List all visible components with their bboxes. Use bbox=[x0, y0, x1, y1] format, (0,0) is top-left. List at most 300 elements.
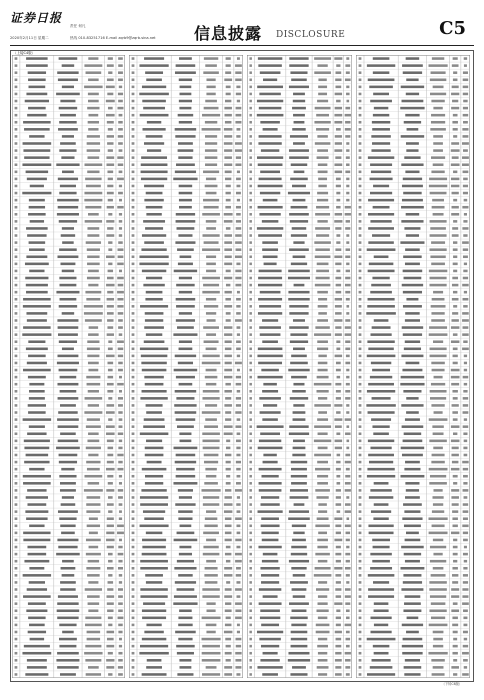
table-cell-text bbox=[15, 171, 18, 174]
table-cell-text bbox=[258, 284, 282, 287]
table-cell-text bbox=[225, 71, 231, 74]
table-cell-text bbox=[106, 539, 115, 542]
table-cell-text bbox=[28, 404, 46, 407]
table-cell-text bbox=[107, 602, 114, 605]
table-cell-text bbox=[225, 624, 232, 627]
table-cell-text bbox=[15, 645, 18, 648]
table-cell-text bbox=[118, 142, 123, 145]
table-cell-text bbox=[359, 404, 362, 407]
table-cell-text bbox=[15, 128, 18, 131]
table-cell-text bbox=[144, 326, 164, 329]
table-cell-text bbox=[453, 305, 457, 308]
table-cell-text bbox=[346, 248, 351, 251]
table-cell-text bbox=[132, 517, 135, 520]
table-cell-text bbox=[370, 376, 392, 379]
table-cell-text bbox=[292, 454, 305, 457]
table-cell-text bbox=[429, 185, 447, 188]
table-cell-text bbox=[293, 440, 305, 443]
table-cell-text bbox=[345, 206, 351, 209]
table-cell-text bbox=[453, 631, 458, 634]
table-cell-text bbox=[202, 128, 221, 131]
table-cell-text bbox=[132, 624, 135, 627]
table-cell-text bbox=[451, 185, 459, 188]
table-cell-text bbox=[179, 100, 192, 103]
table-cell-text bbox=[373, 185, 389, 188]
table-cell-text bbox=[224, 305, 232, 308]
table-cell-text bbox=[249, 539, 251, 542]
table-cell-text bbox=[359, 517, 362, 520]
table-cell-text bbox=[87, 383, 101, 386]
table-cell-text bbox=[225, 298, 231, 301]
table-cell-text bbox=[453, 645, 458, 648]
contact-line: 热线 010-83251716 E-mail zqrb9@zqrb.sina.net bbox=[70, 36, 156, 40]
table-cell-text bbox=[335, 673, 342, 676]
table-cell-text bbox=[206, 263, 216, 266]
table-cell-text bbox=[315, 553, 330, 556]
table-cell-text bbox=[26, 348, 48, 351]
table-cell-text bbox=[429, 326, 447, 329]
table-cell-text bbox=[406, 142, 419, 145]
table-cell-text bbox=[318, 532, 327, 535]
table-cell-text bbox=[367, 248, 396, 251]
table-cell-text bbox=[117, 305, 123, 308]
table-cell-text bbox=[462, 652, 469, 655]
table-cell-text bbox=[15, 206, 18, 209]
table-cell-text bbox=[453, 659, 457, 662]
table-cell-text bbox=[107, 291, 113, 294]
table-cell-text bbox=[23, 121, 51, 124]
table-grid bbox=[129, 55, 243, 678]
table-cell-text bbox=[430, 192, 447, 195]
table-cell-text bbox=[87, 418, 100, 421]
table-cell-text bbox=[249, 86, 251, 89]
table-cell-text bbox=[202, 248, 220, 251]
table-cell-text bbox=[369, 532, 394, 535]
table-cell-text bbox=[15, 227, 18, 230]
table-cell-text bbox=[317, 319, 328, 322]
table-cell-text bbox=[15, 93, 18, 96]
table-cell-text bbox=[202, 617, 221, 620]
table-cell-text bbox=[318, 298, 327, 301]
table-cell-text bbox=[15, 135, 18, 138]
table-cell-text bbox=[451, 595, 459, 598]
table-cell-text bbox=[236, 673, 240, 676]
table-cell-text bbox=[132, 659, 135, 662]
table-cell-text bbox=[464, 418, 467, 421]
table-cell-text bbox=[117, 107, 123, 110]
table-cell-text bbox=[359, 454, 362, 457]
table-cell-text bbox=[463, 574, 468, 577]
table-cell-text bbox=[453, 171, 457, 174]
table-cell-text bbox=[89, 517, 98, 520]
table-cell-text bbox=[15, 291, 18, 294]
table-cell-text bbox=[335, 213, 342, 216]
table-cell-text bbox=[118, 163, 123, 166]
table-cell-text bbox=[224, 355, 231, 358]
table-cell-text bbox=[405, 114, 419, 117]
table-cell-text bbox=[119, 234, 122, 237]
table-cell-text bbox=[132, 270, 135, 273]
table-cell-text bbox=[432, 57, 444, 60]
table-cell-text bbox=[346, 93, 350, 96]
table-cell-text bbox=[463, 390, 467, 393]
table-cell-text bbox=[346, 312, 349, 315]
table-cell-text bbox=[176, 213, 195, 216]
table-cell-text bbox=[370, 178, 393, 181]
table-cell-text bbox=[173, 482, 197, 485]
table-cell-text bbox=[119, 270, 122, 273]
table-cell-text bbox=[15, 581, 18, 584]
table-cell-text bbox=[118, 496, 123, 499]
table-cell-text bbox=[202, 659, 221, 662]
table-cell-text bbox=[291, 475, 307, 478]
table-cell-text bbox=[293, 532, 304, 535]
table-cell-text bbox=[402, 326, 423, 329]
table-cell-text bbox=[336, 241, 340, 244]
table-cell-text bbox=[368, 227, 394, 230]
table-cell-text bbox=[429, 178, 447, 181]
table-cell-text bbox=[405, 312, 419, 315]
table-cell-text bbox=[249, 348, 251, 351]
table-cell-text bbox=[259, 482, 282, 485]
table-cell-text bbox=[451, 369, 460, 372]
table-cell-text bbox=[225, 255, 232, 258]
table-cell-text bbox=[334, 539, 342, 542]
table-cell-text bbox=[452, 567, 457, 570]
table-cell-text bbox=[345, 284, 351, 287]
table-cell-text bbox=[132, 440, 135, 443]
table-cell-text bbox=[107, 277, 114, 280]
table-cell-text bbox=[290, 397, 308, 400]
table-cell-text bbox=[225, 532, 232, 535]
table-cell-text bbox=[359, 617, 362, 620]
table-cell-text bbox=[359, 397, 362, 400]
table-cell-text bbox=[87, 277, 100, 280]
table-cell-text bbox=[85, 624, 102, 627]
table-cell-text bbox=[463, 532, 468, 535]
table-cell-text bbox=[206, 539, 216, 542]
table-cell-text bbox=[462, 461, 468, 464]
table-cell-text bbox=[430, 284, 447, 287]
table-cell-text bbox=[224, 631, 232, 634]
table-cell-text bbox=[359, 86, 362, 89]
table-cell-text bbox=[57, 255, 78, 258]
table-cell-text bbox=[132, 588, 135, 591]
table-cell-text bbox=[345, 319, 350, 322]
table-cell-text bbox=[347, 440, 350, 443]
table-cell-text bbox=[290, 333, 307, 336]
table-cell-text bbox=[346, 609, 350, 612]
table-cell-text bbox=[317, 100, 328, 103]
table-cell-text bbox=[345, 107, 350, 110]
table-cell-text bbox=[141, 156, 167, 159]
table-cell-text bbox=[59, 192, 76, 195]
table-cell-text bbox=[258, 142, 281, 145]
table-cell-text bbox=[463, 86, 469, 89]
table-cell-text bbox=[430, 546, 446, 549]
table-cell-text bbox=[176, 645, 195, 648]
table-cell-text bbox=[359, 432, 362, 435]
table-cell-text bbox=[258, 298, 282, 301]
table-cell-text bbox=[452, 64, 459, 67]
table-cell-text bbox=[236, 383, 242, 386]
table-cell-text bbox=[336, 206, 340, 209]
table-cell-text bbox=[205, 567, 218, 570]
table-cell-text bbox=[236, 567, 241, 570]
newspaper-logo: 证券日报 bbox=[10, 11, 63, 25]
table-cell-text bbox=[237, 496, 240, 499]
table-cell-text bbox=[225, 178, 231, 181]
table-cell-text bbox=[178, 489, 193, 492]
table-cell-text bbox=[60, 489, 76, 492]
table-cell-text bbox=[452, 525, 457, 528]
table-cell-text bbox=[463, 447, 467, 450]
table-cell-text bbox=[24, 560, 49, 563]
table-cell-text bbox=[226, 447, 230, 450]
table-cell-text bbox=[359, 107, 362, 110]
table-cell-text bbox=[359, 178, 362, 181]
table-cell-text bbox=[335, 142, 342, 145]
table-cell-text bbox=[118, 546, 122, 549]
table-cell-text bbox=[336, 638, 342, 641]
table-cell-text bbox=[132, 609, 135, 612]
table-cell-text bbox=[335, 659, 342, 662]
table-cell-text bbox=[335, 135, 342, 138]
table-cell-text bbox=[57, 213, 79, 216]
table-cell-text bbox=[118, 319, 123, 322]
table-cell-text bbox=[453, 355, 458, 358]
table-cell-text bbox=[318, 163, 328, 166]
table-cell-text bbox=[224, 234, 232, 237]
table-cell-text bbox=[431, 156, 445, 159]
table-cell-text bbox=[453, 362, 458, 365]
table-cell-text bbox=[293, 241, 304, 244]
table-cell-text bbox=[336, 348, 340, 351]
table-cell-text bbox=[119, 114, 123, 117]
table-cell-text bbox=[359, 418, 362, 421]
table-cell-text bbox=[15, 673, 18, 676]
table-cell-text bbox=[373, 71, 390, 74]
table-cell-text bbox=[258, 312, 282, 315]
table-cell-text bbox=[462, 128, 468, 131]
table-cell-text bbox=[106, 659, 114, 662]
table-cell-text bbox=[88, 602, 100, 605]
table-cell-text bbox=[118, 362, 123, 365]
table-cell-text bbox=[259, 270, 282, 273]
table-cell-text bbox=[367, 355, 396, 358]
table-cell-text bbox=[15, 659, 18, 662]
table-cell-text bbox=[15, 114, 18, 117]
table-cell-text bbox=[236, 192, 241, 195]
table-cell-text bbox=[106, 100, 115, 103]
table-cell-text bbox=[108, 652, 113, 655]
table-cell-text bbox=[336, 185, 341, 188]
table-cell-text bbox=[143, 284, 164, 287]
table-cell-text bbox=[431, 312, 444, 315]
table-cell-text bbox=[315, 213, 330, 216]
table-cell-text bbox=[404, 673, 420, 676]
table-cell-text bbox=[236, 135, 240, 138]
table-cell-text bbox=[406, 631, 419, 634]
table-cell-text bbox=[453, 348, 458, 351]
table-cell-text bbox=[249, 206, 251, 209]
table-cell-text bbox=[316, 234, 329, 237]
table-cell-text bbox=[314, 241, 331, 244]
table-cell-text bbox=[88, 128, 98, 131]
table-cell-text bbox=[27, 178, 47, 181]
table-cell-text bbox=[463, 220, 467, 223]
table-cell-text bbox=[359, 652, 362, 655]
table-cell-text bbox=[145, 71, 163, 74]
table-cell-text bbox=[263, 79, 277, 82]
table-cell-text bbox=[173, 333, 197, 336]
table-cell-text bbox=[249, 199, 251, 202]
table-cell-text bbox=[367, 468, 394, 471]
table-cell-text bbox=[359, 673, 362, 676]
table-cell-text bbox=[453, 199, 457, 202]
table-cell-text bbox=[249, 263, 251, 266]
table-cell-text bbox=[433, 163, 444, 166]
table-cell-text bbox=[429, 532, 448, 535]
table-cell-text bbox=[367, 340, 394, 343]
table-cell-text bbox=[431, 319, 445, 322]
table-cell-text bbox=[346, 574, 350, 577]
table-cell-text bbox=[132, 510, 135, 513]
table-cell-text bbox=[402, 284, 423, 287]
table-cell-text bbox=[249, 270, 251, 273]
table-cell-text bbox=[249, 291, 251, 294]
table-cell-text bbox=[293, 319, 305, 322]
table-cell-text bbox=[132, 432, 135, 435]
table-cell-text bbox=[373, 114, 389, 117]
table-cell-text bbox=[336, 291, 342, 294]
table-cell-text bbox=[366, 312, 396, 315]
table-cell-text bbox=[108, 199, 113, 202]
table-cell-text bbox=[359, 482, 362, 485]
table-cell-text bbox=[345, 64, 350, 67]
table-cell-text bbox=[462, 284, 468, 287]
table-cell-text bbox=[317, 340, 328, 343]
table-cell-text bbox=[85, 659, 101, 662]
table-cell-text bbox=[107, 79, 114, 82]
table-cell-text bbox=[370, 447, 391, 450]
table-cell-text bbox=[374, 503, 389, 506]
table-cell-text bbox=[289, 560, 309, 563]
table-cell-text bbox=[26, 227, 48, 230]
table-cell-text bbox=[249, 468, 251, 471]
table-cell-text bbox=[369, 86, 393, 89]
table-cell-text bbox=[451, 178, 459, 181]
table-cell-text bbox=[143, 107, 165, 110]
table-cell-text bbox=[108, 178, 113, 181]
table-cell-text bbox=[15, 390, 18, 393]
table-cell-text bbox=[260, 121, 280, 124]
table-cell-text bbox=[146, 277, 162, 280]
table-cell-text bbox=[430, 234, 447, 237]
table-cell-text bbox=[433, 432, 444, 435]
table-cell-text bbox=[359, 234, 362, 237]
table-cell-text bbox=[359, 525, 362, 528]
table-cell-text bbox=[463, 270, 467, 273]
table-cell-text bbox=[225, 100, 231, 103]
table-cell-text bbox=[178, 574, 193, 577]
table-cell-text bbox=[334, 418, 342, 421]
table-cell-text bbox=[118, 255, 124, 258]
table-cell-text bbox=[86, 510, 100, 513]
table-cell-text bbox=[175, 128, 197, 131]
table-cell-text bbox=[108, 510, 112, 513]
table-cell-text bbox=[15, 263, 18, 266]
table-cell-text bbox=[368, 298, 395, 301]
table-cell-text bbox=[132, 263, 135, 266]
table-cell-text bbox=[334, 255, 342, 258]
table-cell-text bbox=[402, 425, 424, 428]
table-cell-text bbox=[87, 340, 99, 343]
table-cell-text bbox=[118, 100, 123, 103]
table-cell-text bbox=[359, 93, 362, 96]
table-cell-text bbox=[262, 241, 278, 244]
table-cell-text bbox=[24, 440, 50, 443]
table-cell-text bbox=[368, 383, 394, 386]
table-cell-text bbox=[236, 93, 241, 96]
table-cell-text bbox=[317, 390, 329, 393]
table-cell-text bbox=[317, 291, 328, 294]
table-cell-text bbox=[140, 305, 168, 308]
table-cell-text bbox=[118, 666, 123, 669]
table-cell-text bbox=[225, 609, 232, 612]
table-cell-text bbox=[288, 270, 310, 273]
table-cell-text bbox=[263, 404, 277, 407]
table-cell-text bbox=[249, 149, 251, 152]
table-cell-text bbox=[118, 128, 123, 131]
table-cell-text bbox=[204, 482, 218, 485]
table-cell-text bbox=[249, 588, 251, 591]
table-cell-text bbox=[117, 525, 124, 528]
table-cell-text bbox=[345, 397, 350, 400]
table-cell-text bbox=[288, 517, 310, 520]
table-cell-text bbox=[294, 503, 305, 506]
table-cell-text bbox=[24, 461, 49, 464]
table-cell-text bbox=[119, 333, 123, 336]
table-cell-text bbox=[30, 638, 45, 641]
table-cell-text bbox=[318, 560, 328, 563]
table-cell-text bbox=[263, 199, 278, 202]
table-cell-text bbox=[318, 595, 327, 598]
table-cell-text bbox=[178, 617, 192, 620]
table-cell-text bbox=[463, 185, 468, 188]
table-cell-text bbox=[15, 617, 18, 620]
table-cell-text bbox=[58, 440, 79, 443]
table-cell-text bbox=[451, 213, 459, 216]
table-cell-text bbox=[463, 617, 467, 620]
table-cell-text bbox=[359, 57, 362, 60]
table-cell-text bbox=[107, 93, 113, 96]
table-cell-text bbox=[453, 248, 458, 251]
table-cell-text bbox=[107, 333, 114, 336]
table-cell-text bbox=[107, 454, 113, 457]
table-cell-text bbox=[334, 163, 342, 166]
table-cell-text bbox=[203, 447, 220, 450]
table-cell-text bbox=[463, 609, 468, 612]
table-cell-text bbox=[132, 326, 135, 329]
table-cell-text bbox=[404, 277, 422, 280]
table-cell-text bbox=[132, 617, 135, 620]
table-cell-text bbox=[132, 461, 135, 464]
table-cell-text bbox=[249, 461, 251, 464]
table-cell-text bbox=[452, 624, 458, 627]
table-cell-text bbox=[106, 114, 115, 117]
table-cell-text bbox=[345, 390, 350, 393]
